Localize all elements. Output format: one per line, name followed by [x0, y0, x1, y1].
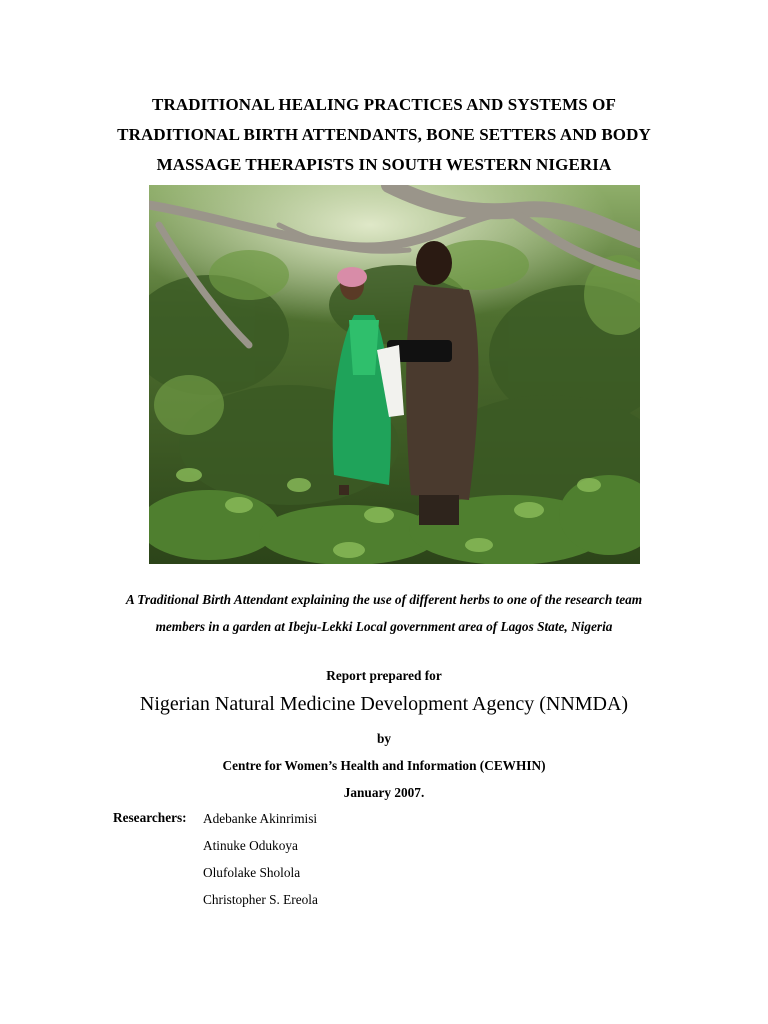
by-label: by	[376, 731, 392, 746]
caption-line-2: members in a garden at Ibeju-Lekki Local government area of Lagos State, Nigeria	[155, 619, 613, 634]
title-line-2: TRADITIONAL BIRTH ATTENDANTS, BONE SETTERS AND BODY	[117, 125, 651, 144]
centre-name: Centre for Women’s Health and Information (CEWHIN)	[222, 758, 546, 773]
researcher-name: Christopher S. Ereola	[203, 892, 318, 907]
photo-caption	[0, 586, 768, 640]
researcher-name: Olufolake Sholola	[203, 865, 301, 880]
document-title	[0, 90, 768, 180]
caption-line-1: A Traditional Birth Attendant explaining the use of different herbs to one of the research team	[125, 592, 643, 607]
cover-photo	[149, 185, 640, 564]
researcher-name: Adebanke Akinrimisi	[203, 811, 318, 826]
title-line-3: MASSAGE THERAPISTS IN SOUTH WESTERN NIGERIA	[156, 155, 612, 174]
researcher-name: Atinuke Odukoya	[203, 838, 298, 853]
report-prepared-for: Report prepared for	[326, 668, 442, 683]
report-date: January 2007.	[343, 785, 425, 800]
researchers-list	[203, 810, 318, 918]
title-line-1: TRADITIONAL HEALING PRACTICES AND SYSTEMS OF	[152, 95, 616, 114]
researchers-label: Researchers:	[113, 810, 187, 825]
agency-name: Nigerian Natural Medicine Development Agency (NNMDA)	[139, 693, 629, 715]
